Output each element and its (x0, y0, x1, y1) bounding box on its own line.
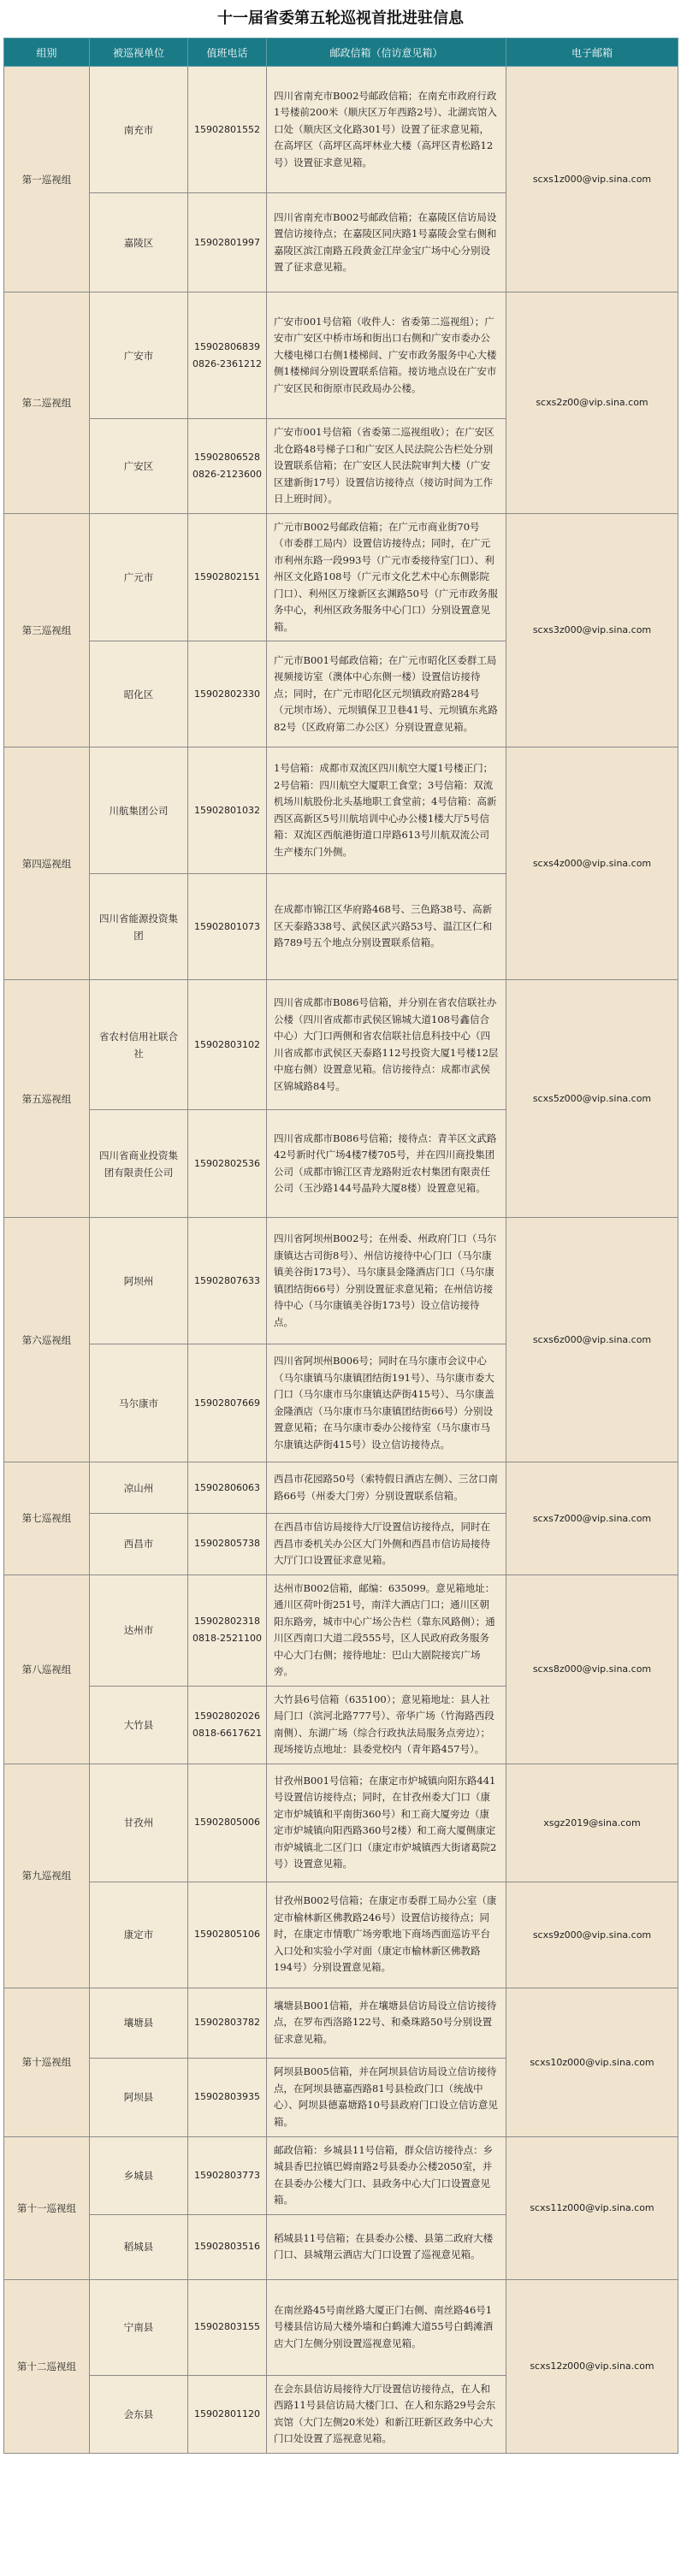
postal-mailbox: 四川省成都市B086号信箱；接待点：青羊区文武路42号新时代广场4楼7楼705号，并在四川商投集团公司（成都市锦江区青龙路附近农村集团有限责任公司（玉沙路144号晶羚大厦8楼）设置意见箱。 (267, 1110, 506, 1218)
duty-phone: 15902802536 (188, 1110, 267, 1218)
table-row (4, 1764, 678, 1882)
table-row (4, 980, 678, 1110)
inspected-unit: 达州市 (90, 1575, 188, 1686)
duty-phone: 15902805106 (188, 1882, 267, 1988)
inspected-unit: 四川省商业投资集团有限责任公司 (90, 1110, 188, 1218)
email-address[interactable]: scxs3z000@vip.sina.com (506, 513, 678, 747)
email-address[interactable]: scxs4z000@vip.sina.com (506, 747, 678, 980)
duty-phone: 15902807669 (188, 1344, 267, 1462)
postal-mailbox: 阿坝县B005信箱，并在阿坝县信访局设立信访接待点，在阿坝县德嘉西路81号县检政门口（统战中心）、阿坝县德嘉塘路10号县政府门口设立信访意见箱。 (267, 2058, 506, 2136)
postal-mailbox: 四川省成都市B086号信箱，并分别在省农信联社办公楼（四川省成都市武侯区锦城大道108号鑫信合中心）大门口两侧和省农信联社信息科技中心（四川省成都市武侯区天泰路112号投资大厦1号楼12层中庭右侧）设置意见箱。信访接待点：成都市武侯区锦城路84号。 (267, 980, 506, 1110)
email-address[interactable]: scxs10z000@vip.sina.com (506, 1988, 678, 2136)
email-address[interactable]: xsgz2019@sina.com (506, 1764, 678, 1882)
email-address[interactable]: scxs9z000@vip.sina.com (506, 1882, 678, 1988)
duty-phone: 15902802026 0818-6617621 (188, 1686, 267, 1764)
inspection-table (3, 38, 678, 2454)
header-phone: 值班电话 (188, 38, 267, 67)
inspected-unit: 川航集团公司 (90, 747, 188, 874)
duty-phone: 15902803782 (188, 1988, 267, 2058)
duty-phone: 15902806063 (188, 1462, 267, 1514)
postal-mailbox: 广元市B002号邮政信箱；在广元市商业街70号（市委群工局内）设置信访接待点；同时，在广元市利州东路一段993号（广元市委接待室门口）、利州区文化路108号（广元市文化艺术中心东侧影院门口）、利州区万缘新区玄渊路50号（广元市政务服务中心，利州区政务服务中心门口）分别设置意见箱。 (267, 513, 506, 641)
inspected-unit: 四川省能源投资集团 (90, 874, 188, 980)
inspected-unit: 阿坝县 (90, 2058, 188, 2136)
duty-phone: 15902802151 (188, 513, 267, 641)
duty-phone: 15902807633 (188, 1218, 267, 1344)
group-name: 第五巡视组 (4, 980, 90, 1218)
postal-mailbox: 广安市001号信箱（收件人：省委第二巡视组）；广安市广安区中桥市场和街出口右侧和广安市委办公大楼电梯口右侧1楼梯间、广安市政务服务中心大楼侧1楼梯间分别设置联系信箱。接访地点设在广安市广安区民和街原市民政局办公楼。 (267, 292, 506, 419)
inspected-unit: 昭化区 (90, 641, 188, 747)
postal-mailbox: 在西昌市信访局接待大厅设置信访接待点，同时在西昌市委机关办公区大门外侧和西昌市信访局接待大厅门口设置征求意见箱。 (267, 1514, 506, 1575)
postal-mailbox: 大竹县6号信箱（635100）；意见箱地址：县人社局门口（滨河北路777号）、帝华广场（竹海路西段南侧）、东湖广场（综合行政执法局服务点旁边）；现场接访点地址：县委党校内（青年路457号）。 (267, 1686, 506, 1764)
inspected-unit: 广安区 (90, 419, 188, 514)
table-row (4, 1462, 678, 1514)
postal-mailbox: 广安市001号信箱（省委第二巡视组收）；在广安区北仓路48号梯子口和广安区人民法院公告栏处分别设置联系信箱；在广安区人民法院审判大楼（广安区建新街17号）设置信访接待点（接访时间为工作日上班时间）。 (267, 419, 506, 514)
postal-mailbox: 1号信箱：成都市双流区四川航空大厦1号楼正门；2号信箱：四川航空大厦职工食堂；3号信箱：双流机场川航股份北头基地职工食堂前；4号信箱：高新西区高新区5号川航培训中心办公楼1楼大厅5号信箱：双流区西航港街道口岸路613号川航双流公司生产楼东门外侧。 (267, 747, 506, 874)
email-address[interactable]: scxs2z00@vip.sina.com (506, 292, 678, 514)
group-name: 第八巡视组 (4, 1575, 90, 1764)
postal-mailbox: 甘孜州B001号信箱；在康定市炉城镇向阳东路441号设置信访接待点；同时，在甘孜州委大门口（康定市炉城镇和平南街360号）和工商大厦旁边（康定市炉城镇向阳西路360号2楼）和工商大厦侧康定市炉城镇北二区门口（康定市炉城镇西大街诸葛院2号）设置意见箱。 (267, 1764, 506, 1882)
table-row (4, 1988, 678, 2058)
postal-mailbox: 广元市B001号邮政信箱；在广元市昭化区委群工局视频接访室（澳体中心东侧一楼）设置信访接待点；同时，在广元市昭化区元坝镇政府路284号（元坝市场）、元坝镇保卫卫巷41号、元坝镇东兆路82号（区政府第二办公区）分别设置意见箱。 (267, 641, 506, 747)
duty-phone: 15902801032 (188, 747, 267, 874)
duty-phone: 15902805738 (188, 1514, 267, 1575)
duty-phone: 15902803155 (188, 2279, 267, 2375)
email-address[interactable]: scxs6z000@vip.sina.com (506, 1218, 678, 1462)
group-name: 第七巡视组 (4, 1462, 90, 1575)
inspected-unit: 西昌市 (90, 1514, 188, 1575)
table-header-row (4, 38, 678, 67)
email-address[interactable]: scxs12z000@vip.sina.com (506, 2279, 678, 2453)
group-name: 第九巡视组 (4, 1764, 90, 1988)
duty-phone: 15902803516 (188, 2214, 267, 2279)
inspected-unit: 嘉陵区 (90, 193, 188, 292)
group-name: 第四巡视组 (4, 747, 90, 980)
postal-mailbox: 四川省阿坝州B002号；在州委、州政府门口（马尔康镇达古司街8号）、州信访接待中心门口（马尔康镇美谷街173号）、马尔康县金隆酒店门口（马尔康镇团结街66号）分别设置征求意见箱；在州信访接待中心（马尔康镇美谷街173号）设立信访接待点。 (267, 1218, 506, 1344)
duty-phone: 15902803935 (188, 2058, 267, 2136)
group-name: 第十巡视组 (4, 1988, 90, 2136)
inspected-unit: 阿坝州 (90, 1218, 188, 1344)
inspected-unit: 甘孜州 (90, 1764, 188, 1882)
duty-phone: 15902801997 (188, 193, 267, 292)
email-address[interactable]: scxs1z000@vip.sina.com (506, 67, 678, 292)
inspected-unit: 广元市 (90, 513, 188, 641)
table-row (4, 747, 678, 874)
header-mailbox: 邮政信箱（信访意见箱） (267, 38, 506, 67)
duty-phone: 15902802330 (188, 641, 267, 747)
postal-mailbox: 四川省阿坝州B006号；同时在马尔康市会议中心（马尔康镇马尔康镇团结街191号）、马尔康市委大门口（马尔康市马尔康镇达萨街415号）、马尔康盖金隆酒店（马尔康市马尔康镇团结街66号）分别设置意见箱；在马尔康市委办公接待室（马尔康市马尔康镇达萨街415号）设立信访接待点。 (267, 1344, 506, 1462)
postal-mailbox: 稻城县11号信箱；在县委办公楼、县第二政府大楼门口、县城翔云酒店大门口设置了巡视意见箱。 (267, 2214, 506, 2279)
table-row (4, 67, 678, 193)
duty-phone: 15902802318 0818-2521100 (188, 1575, 267, 1686)
group-name: 第三巡视组 (4, 513, 90, 747)
table-row (4, 1882, 678, 1988)
header-group: 组别 (4, 38, 90, 67)
postal-mailbox: 邮政信箱：乡城县11号信箱，群众信访接待点：乡城县香巴拉镇巴姆南路2号县委办公楼2050室，并在县委办公楼大门口、县政务中心大门口设置意见箱。 (267, 2136, 506, 2214)
table-row (4, 1218, 678, 1344)
duty-phone: 15902801120 (188, 2375, 267, 2453)
table-row (4, 292, 678, 419)
email-address[interactable]: scxs5z000@vip.sina.com (506, 980, 678, 1218)
inspected-unit: 宁南县 (90, 2279, 188, 2375)
page-title: 十一届省委第五轮巡视首批进驻信息 (217, 9, 464, 27)
postal-mailbox: 西昌市花园路50号（索特假日酒店左侧）、三岔口南路66号（州委大门旁）分别设置联系信箱。 (267, 1462, 506, 1514)
group-name: 第一巡视组 (4, 67, 90, 292)
inspected-unit: 稻城县 (90, 2214, 188, 2279)
duty-phone: 15902801073 (188, 874, 267, 980)
inspected-unit: 广安市 (90, 292, 188, 419)
group-name: 第十二巡视组 (4, 2279, 90, 2453)
postal-mailbox: 四川省南充市B002号邮政信箱；在南充市政府行政1号楼前200米（顺庆区万年西路2号）、北湖宾馆入口处（顺庆区文化路301号）设置了征求意见箱，在高坪区（高坪区高坪林业大楼（高坪区青松路12号）设置征求意见箱。 (267, 67, 506, 193)
header-unit: 被巡视单位 (90, 38, 188, 67)
postal-mailbox: 在南丝路45号南丝路大厦正门右侧、南丝路46号1号楼县信访局大楼外墙和白鹤滩大道55号白鹤滩酒店大门左侧分别设置巡视意见箱。 (267, 2279, 506, 2375)
table-row (4, 2279, 678, 2375)
inspected-unit: 康定市 (90, 1882, 188, 1988)
table-row (4, 513, 678, 641)
email-address[interactable]: scxs11z000@vip.sina.com (506, 2136, 678, 2279)
duty-phone: 15902803102 (188, 980, 267, 1110)
inspected-unit: 凉山州 (90, 1462, 188, 1514)
inspected-unit: 大竹县 (90, 1686, 188, 1764)
postal-mailbox: 达州市B002信箱，邮编：635099。意见箱地址：通川区荷叶街251号，南洋大酒店门口；通川区朝阳东路旁，城市中心广场公告栏（靠东风路侧）；通川区西南口大道二段555号，区人民政府政务服务中心大门右侧；接待地址：巴山大剧院接宾广场旁。 (267, 1575, 506, 1686)
group-name: 第二巡视组 (4, 292, 90, 514)
duty-phone: 15902806528 0826-2123600 (188, 419, 267, 514)
inspected-unit: 省农村信用社联合社 (90, 980, 188, 1110)
postal-mailbox: 在成都市锦江区华府路468号、三色路38号、高新区天泰路338号、武侯区武兴路53号、温江区仁和路789号五个地点分别设置联系信箱。 (267, 874, 506, 980)
postal-mailbox: 四川省南充市B002号邮政信箱；在嘉陵区信访局设置信访接待点；在嘉陵区同庆路1号嘉陵会堂右侧和嘉陵区滨江南路五段黄金江岸金宝广场中心分别设置了征求意见箱。 (267, 193, 506, 292)
duty-phone: 15902806839 0826-2361212 (188, 292, 267, 419)
group-name: 第六巡视组 (4, 1218, 90, 1462)
postal-mailbox: 壤塘县B001信箱，并在壤塘县信访局设立信访接待点，在罗布西洛路122号、和桑珠路50号分别设置征求意见箱。 (267, 1988, 506, 2058)
inspected-unit: 会东县 (90, 2375, 188, 2453)
duty-phone: 15902801552 (188, 67, 267, 193)
email-address[interactable]: scxs8z000@vip.sina.com (506, 1575, 678, 1764)
email-address[interactable]: scxs7z000@vip.sina.com (506, 1462, 678, 1575)
group-name: 第十一巡视组 (4, 2136, 90, 2279)
duty-phone: 15902805006 (188, 1764, 267, 1882)
table-body (4, 67, 678, 2454)
table-row (4, 1575, 678, 1686)
postal-mailbox: 在会东县信访局接待大厅设置信访接待点，在人和西路11号县信访局大楼门口、在人和东路29号会东宾馆（大门左侧20米处）和新江旺新区政务中心大门口处设置了巡视意见箱。 (267, 2375, 506, 2453)
inspected-unit: 乡城县 (90, 2136, 188, 2214)
inspected-unit: 南充市 (90, 67, 188, 193)
inspected-unit: 壤塘县 (90, 1988, 188, 2058)
header-email: 电子邮箱 (506, 38, 678, 67)
postal-mailbox: 甘孜州B002号信箱；在康定市委群工局办公室（康定市榆林新区佛教路246号）设置信访接待点；同时，在康定市情歌广场旁歌地下商场西面巡访平台入口处和实验小学对面（康定市榆林新区佛教路194号）分别设置意见箱。 (267, 1882, 506, 1988)
duty-phone: 15902803773 (188, 2136, 267, 2214)
table-row (4, 2136, 678, 2214)
inspected-unit: 马尔康市 (90, 1344, 188, 1462)
